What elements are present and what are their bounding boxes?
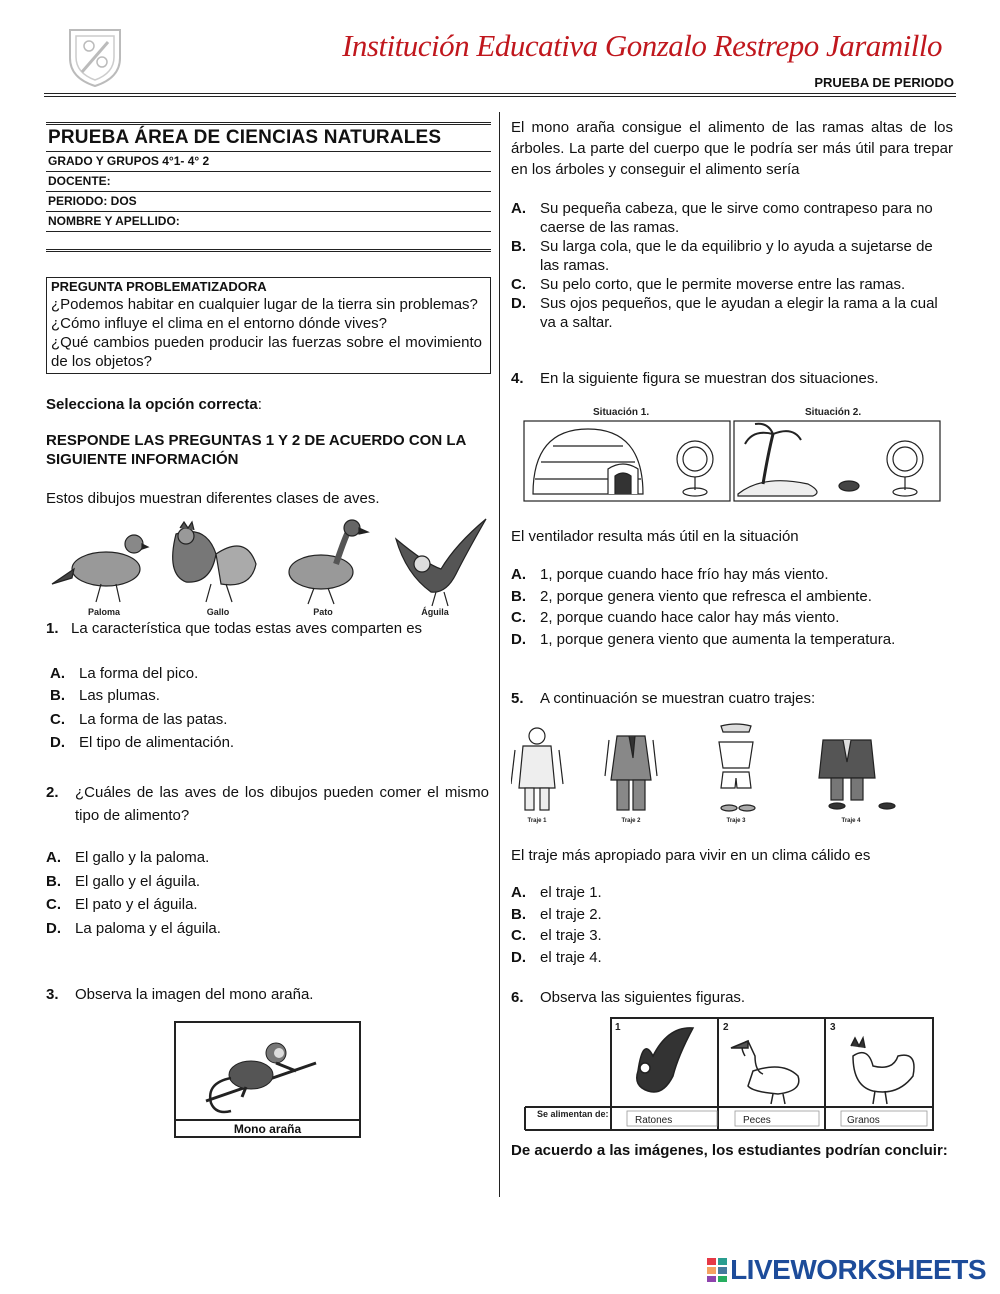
institution-name: Institución Educativa Gonzalo Restrepo Jaramillo <box>342 28 942 63</box>
birds-intro: Estos dibujos muestran diferentes clases de aves. <box>46 490 380 507</box>
bird-label-aguila: Águila <box>421 607 449 617</box>
panel-number-3: 3 <box>830 1022 836 1033</box>
question-5 <box>511 688 815 709</box>
situation-2-label: Situación 2. <box>805 407 862 418</box>
name-field[interactable]: NOMBRE Y APELLIDO: <box>46 212 491 232</box>
q2-option-a[interactable]: A. El gallo y la paloma. <box>46 849 210 866</box>
spider-monkey-image <box>174 1021 361 1138</box>
q2-text: ¿Cuáles de las aves de los dibujos pueden comer el mismo tipo de alimento? <box>75 784 489 824</box>
fan-icon-2 <box>887 441 923 496</box>
q5-option-b[interactable]: B. el traje 2. <box>511 905 602 923</box>
suit-label-4: Traje 4 <box>841 818 861 824</box>
liveworksheets-logo[interactable] <box>706 1254 986 1286</box>
grade-field: GRADO Y GRUPOS 4°1- 4° 2 <box>46 152 491 172</box>
question-6 <box>511 987 745 1008</box>
duck-icon <box>289 520 368 604</box>
q5-text: A continuación se muestran cuatro trajes: <box>540 690 816 707</box>
feeding-table <box>523 1016 937 1134</box>
q2-options <box>46 846 221 940</box>
island-icon <box>738 424 859 496</box>
bird-label-gallo: Gallo <box>206 607 230 617</box>
q2-number: 2. <box>46 784 59 801</box>
suit-label-3: Traje 3 <box>726 818 746 824</box>
q4-option-c[interactable]: C. 2, porque cuando hace calor hay más viento. <box>511 609 840 626</box>
q6-number: 6. <box>511 989 524 1006</box>
food-label-3: Granos <box>847 1115 880 1126</box>
formal-suit-icon <box>605 736 657 810</box>
situations-image <box>523 404 941 502</box>
dove-icon <box>52 535 148 602</box>
feed-label: Se alimentan de: <box>537 1109 609 1119</box>
igloo-icon <box>533 429 643 494</box>
period-field: PERIODO: DOS <box>46 192 491 212</box>
situations-drawing <box>523 404 941 502</box>
panel-number-2: 2 <box>723 1022 729 1033</box>
eagle-icon-2 <box>637 1028 693 1092</box>
rooster-icon-2 <box>851 1038 914 1104</box>
form-spacer <box>46 232 491 252</box>
q3-option-b[interactable]: B. Su larga cola, que le da equilibrio y lo ayuda a sujetarse de las ramas. <box>511 238 933 274</box>
problem-question-1: ¿Podemos habitar en cualquier lugar de la tierra sin problemas? <box>51 296 478 313</box>
q3-text: Observa la imagen del mono araña. <box>75 986 314 1003</box>
q4-options <box>511 564 895 650</box>
q3-context: El mono araña consigue el alimento de las ramas altas de los árboles. La parte del cuerpo que le podría ser más útil para trepar en los árboles y conseguir el alimento sería <box>511 119 953 178</box>
problem-question-2: ¿Cómo influye el clima en el entorno dónde vives? <box>51 315 388 332</box>
q4-number: 4. <box>511 370 524 387</box>
panel-number-1: 1 <box>615 1022 621 1033</box>
food-label-2: Peces <box>743 1115 771 1126</box>
suits-drawing <box>511 722 911 826</box>
fan-icon <box>677 441 713 496</box>
summer-outfit-icon <box>719 724 755 811</box>
header-rule <box>44 93 956 94</box>
q4-option-d[interactable]: D. 1, porque genera viento que aumenta la temperatura. <box>511 630 896 648</box>
q2-option-c[interactable]: C. El pato y el águila. <box>46 896 198 913</box>
select-instruction: Selecciona la opción correcta: <box>46 396 262 413</box>
jacket-suit-icon <box>819 740 895 809</box>
q5-options <box>511 882 602 968</box>
q4-option-a[interactable]: A. 1, porque cuando hace frío hay más viento. <box>511 566 829 583</box>
left-column <box>46 112 491 374</box>
problem-box <box>46 277 491 374</box>
exam-title: PRUEBA ÁREA DE CIENCIAS NATURALES <box>46 122 491 152</box>
q4-option-b[interactable]: B. 2, porque genera viento que refresca el ambiente. <box>511 587 872 605</box>
q6-text: Observa las siguientes figuras. <box>540 989 746 1006</box>
respond-instruction: RESPONDE LAS PREGUNTAS 1 Y 2 DE ACUERDO CON LA SIGUIENTE INFORMACIÓN <box>46 432 466 468</box>
q3-option-d[interactable]: D. Sus ojos pequeños, que le ayudan a elegir la rama a la cual va a saltar. <box>511 295 938 331</box>
question-3 <box>46 984 313 1005</box>
q3-option-a[interactable]: A. Su pequeña cabeza, que le sirve como contrapeso para no caerse de las ramas. <box>511 200 933 236</box>
food-label-1: Ratones <box>635 1115 673 1126</box>
q5-option-c[interactable]: C. el traje 3. <box>511 927 602 944</box>
suit-label-2: Traje 2 <box>621 818 641 824</box>
q3-option-c[interactable]: C. Su pelo corto, que le permite moverse entre las ramas. <box>511 276 906 293</box>
school-crest-icon <box>62 24 128 88</box>
header-rule-2 <box>44 96 956 97</box>
bird-label-paloma: Paloma <box>87 607 121 617</box>
problem-title: PREGUNTA PROBLEMATIZADORA <box>51 279 267 294</box>
birds-drawing <box>46 514 491 618</box>
pelican-icon <box>731 1041 799 1104</box>
q2-option-d[interactable]: D. La paloma y el águila. <box>46 919 221 937</box>
q3-number: 3. <box>46 986 59 1003</box>
q2-option-b[interactable]: B. El gallo y el águila. <box>46 872 201 890</box>
column-divider <box>499 112 500 1197</box>
question-4 <box>511 368 879 389</box>
question-1 <box>46 618 422 639</box>
q1-options <box>50 663 234 755</box>
q1-option-d[interactable]: D. El tipo de alimentación. <box>50 734 235 751</box>
q1-text: La característica que todas estas aves comparten es <box>71 620 423 637</box>
spider-monkey-icon <box>176 1023 359 1119</box>
bird-label-pato: Pato <box>313 607 333 617</box>
situation-1-label: Situación 1. <box>593 407 650 418</box>
problem-question-3: ¿Qué cambios pueden producir las fuerzas sobre el movimiento de los objetos? <box>51 334 482 370</box>
birds-image <box>46 514 491 618</box>
suits-image <box>511 722 911 826</box>
liveworksheets-icon <box>706 1257 728 1283</box>
q3-options <box>511 199 953 332</box>
q1-number: 1. <box>46 620 59 637</box>
q6-conclusion: De acuerdo a las imágenes, los estudiantes podrían concluir: <box>511 1142 948 1159</box>
rooster-icon <box>173 522 256 602</box>
q5-number: 5. <box>511 690 524 707</box>
q1-option-a[interactable]: A. La forma del pico. <box>50 665 199 682</box>
coat-suit-icon <box>511 728 563 810</box>
q4-text: En la siguiente figura se muestran dos situaciones. <box>540 370 879 387</box>
suit-label-1: Traje 1 <box>527 818 547 824</box>
q5-option-a[interactable]: A. el traje 1. <box>511 884 602 901</box>
spider-monkey-label: Mono araña <box>176 1119 359 1138</box>
q1-option-b[interactable]: B. Las plumas. <box>50 687 160 704</box>
feeding-image <box>523 1016 937 1134</box>
eagle-icon <box>396 519 486 606</box>
teacher-field[interactable]: DOCENTE: <box>46 172 491 192</box>
q4-prompt: El ventilador resulta más útil en la situación <box>511 528 799 545</box>
q5-option-d[interactable]: D. el traje 4. <box>511 948 602 966</box>
q1-option-c[interactable]: C. La forma de las patas. <box>50 710 228 728</box>
q5-prompt: El traje más apropiado para vivir en un clima cálido es <box>511 847 871 864</box>
liveworksheets-wordmark: LIVEWORKSHEETS <box>730 1254 986 1285</box>
question-2 <box>46 781 489 827</box>
doc-type: PRUEBA DE PERIODO <box>814 75 954 90</box>
